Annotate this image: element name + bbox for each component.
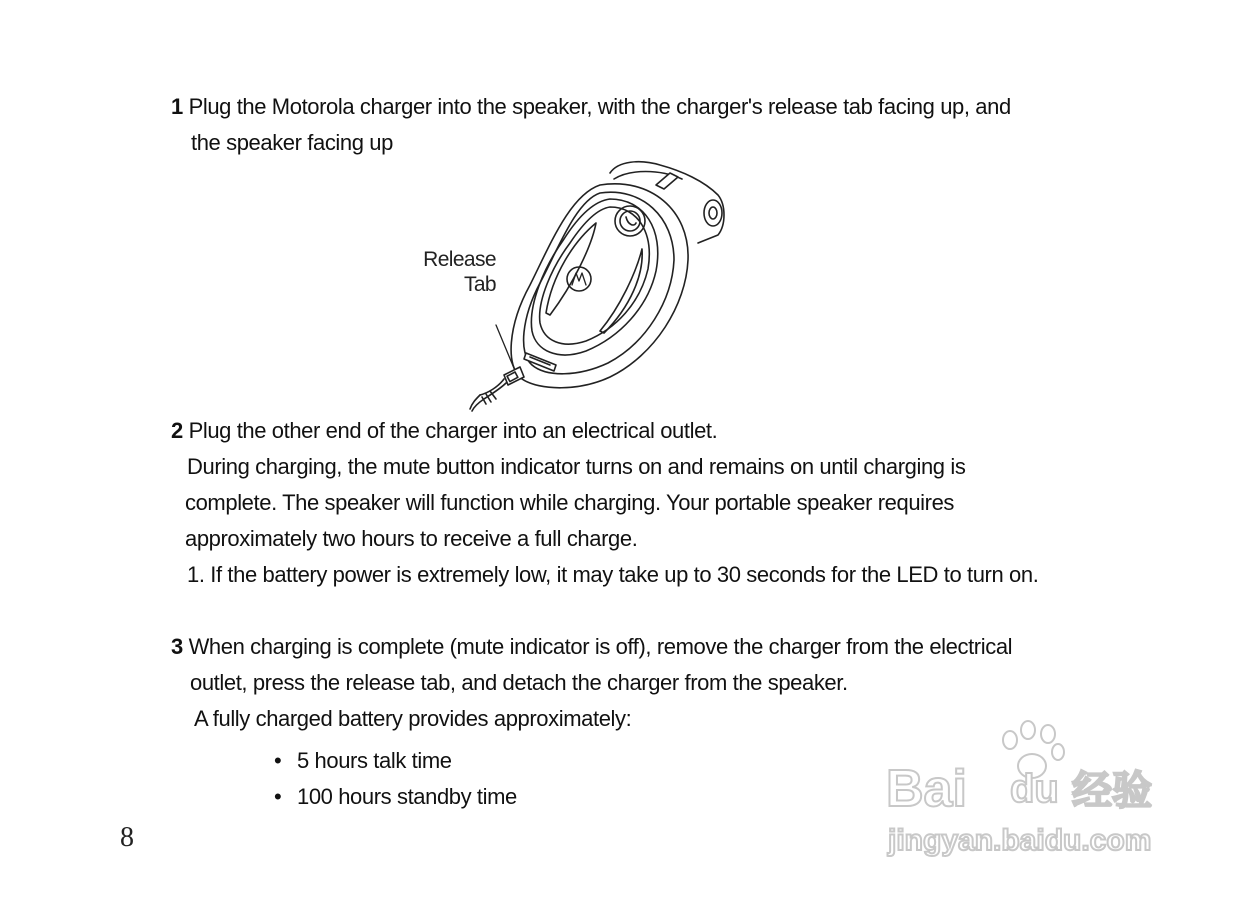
watermark-jingyan: 经验 bbox=[1072, 768, 1152, 814]
step-2-text: Plug the other end of the charger into an electrical outlet. bbox=[188, 418, 718, 443]
step-1-text: Plug the Motorola charger into the speaker, with the charger's release tab facing up, and bbox=[188, 94, 1011, 119]
bullet-standby-time: 100 hours standby time bbox=[297, 784, 517, 809]
step-2-footnote: 1. If the battery power is extremely low, it may take up to 30 seconds for the LED to turn on. bbox=[187, 562, 1039, 587]
step-1-number: 1 bbox=[171, 94, 183, 119]
step-2-line-1 bbox=[171, 418, 717, 444]
step-2-note-line-3: approximately two hours to receive a full charge. bbox=[185, 526, 638, 551]
page-number: 8 bbox=[120, 822, 134, 853]
step-3-line-1 bbox=[171, 634, 1012, 660]
watermark-bai: Bai bbox=[886, 760, 967, 818]
bullet-marker-1: • bbox=[274, 748, 282, 773]
step-3-number: 3 bbox=[171, 634, 183, 659]
callout-line-1: Release bbox=[423, 248, 496, 271]
step-1-line-2: the speaker facing up bbox=[191, 130, 393, 155]
step-1-line-1 bbox=[171, 94, 1011, 120]
watermark-du: du bbox=[1010, 767, 1059, 811]
motorola-logo-glyph: M bbox=[460, 155, 461, 156]
step-2-number: 2 bbox=[171, 418, 183, 443]
step-3-text: When charging is complete (mute indicator is off), remove the charger from the electrical bbox=[188, 634, 1013, 659]
step-3-line-2: outlet, press the release tab, and detach the charger from the speaker. bbox=[190, 670, 848, 695]
bullet-talk-time: 5 hours talk time bbox=[297, 748, 452, 773]
step-2-note-line-2: complete. The speaker will function while charging. Your portable speaker requires bbox=[185, 490, 955, 515]
callout-line-2: Tab bbox=[463, 273, 496, 296]
step-2-note-line-1: During charging, the mute button indicator turns on and remains on until charging is bbox=[187, 454, 966, 479]
bullet-marker-2: • bbox=[274, 784, 282, 809]
speaker-charger-illustration bbox=[460, 155, 750, 417]
step-3-line-3: A fully charged battery provides approximately: bbox=[194, 706, 632, 731]
clip-knob bbox=[704, 200, 722, 226]
watermark-url: jingyan.baidu.com bbox=[888, 824, 1152, 857]
baidu-watermark bbox=[882, 718, 1182, 868]
